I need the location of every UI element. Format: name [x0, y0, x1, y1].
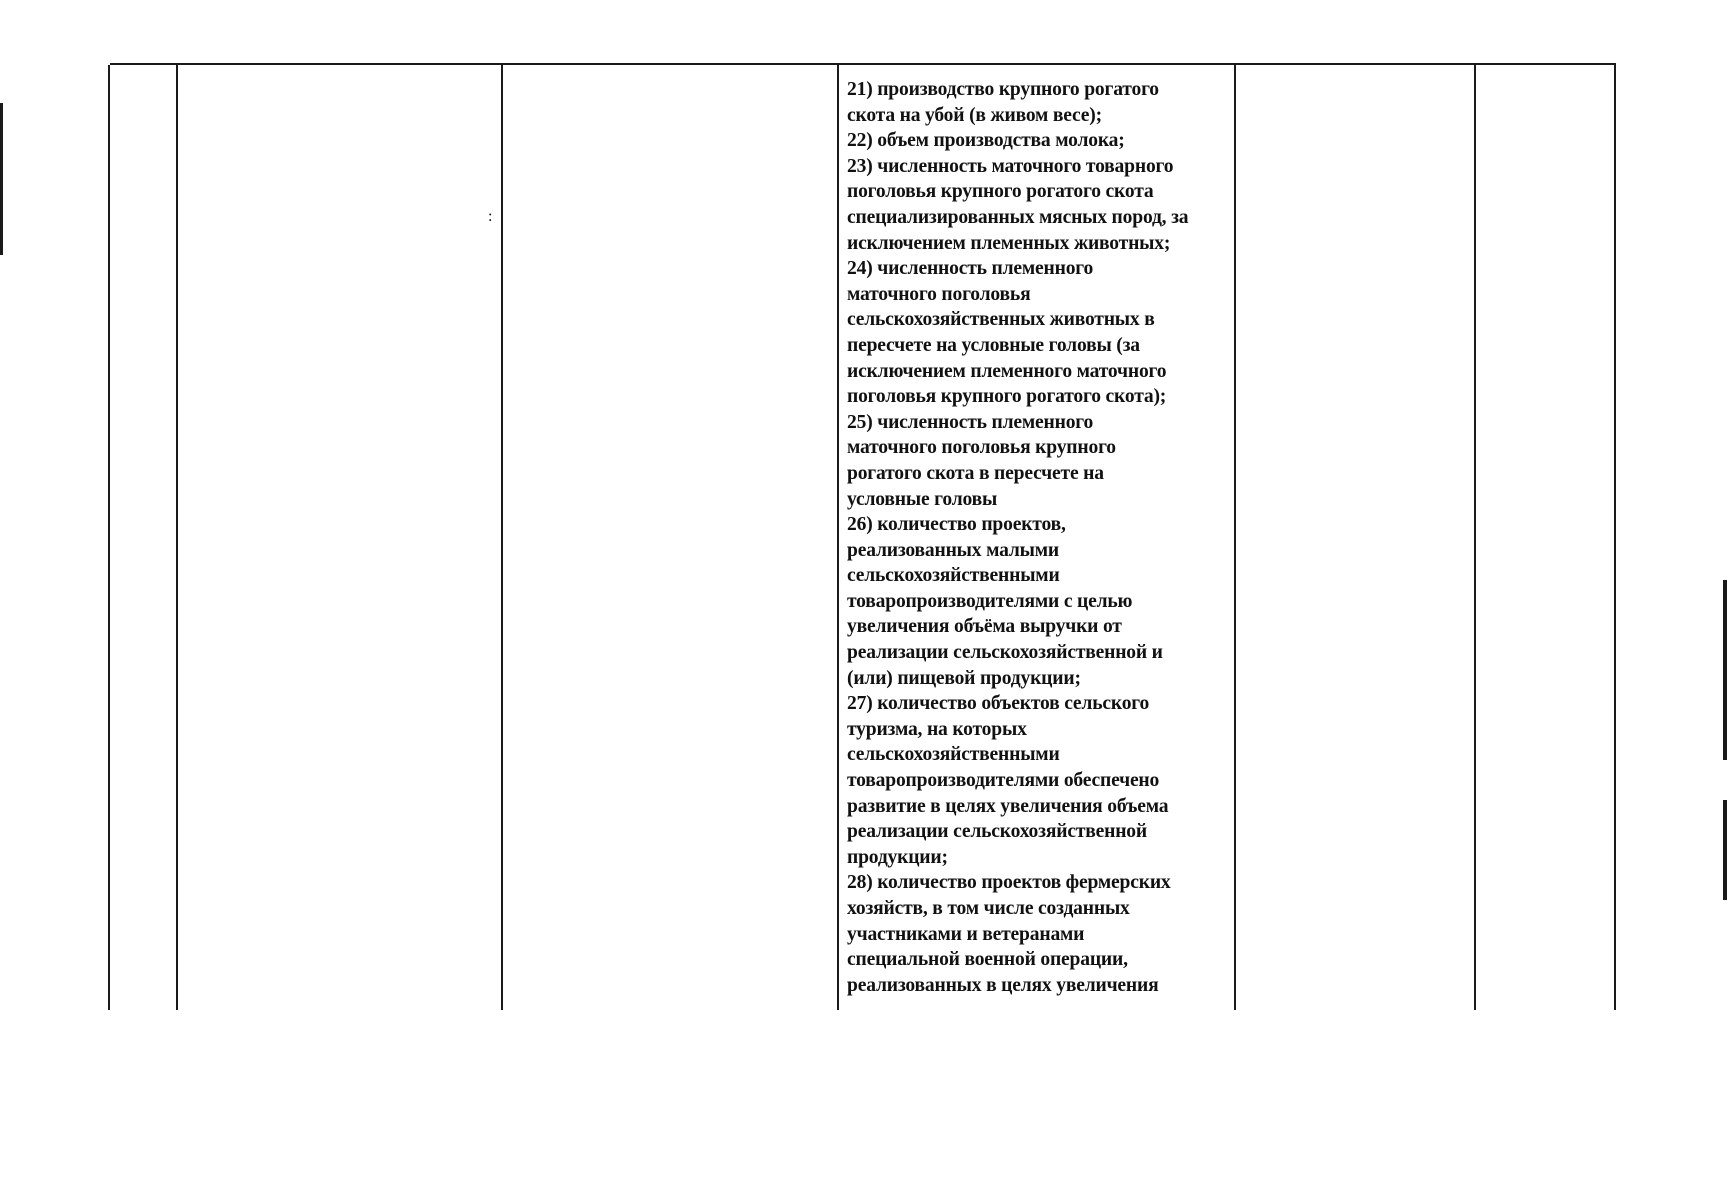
indicator-line: реализованных малыми — [847, 539, 1059, 561]
column-divider — [1234, 65, 1236, 1010]
scan-edge-mark — [1723, 580, 1727, 760]
indicator-line: реализации сельскохозяйственной и — [847, 642, 1163, 664]
column-divider — [176, 65, 178, 1010]
indicator-line: 23) численность маточного товарного — [847, 155, 1174, 177]
indicators-cell — [847, 77, 1233, 998]
indicator-line: товаропроизводителями обеспечено — [847, 770, 1160, 792]
indicator-line: маточного поголовья крупного — [847, 437, 1116, 459]
indicator-line: 27) количество объектов сельского — [847, 693, 1150, 715]
indicator-line: 25) численность племенного — [847, 411, 1094, 433]
indicator-line: исключением племенного маточного — [847, 360, 1167, 382]
column-divider — [837, 65, 839, 1010]
table-border-right — [1614, 65, 1616, 1010]
indicator-line: скота на убой (в живом весе); — [847, 104, 1102, 126]
indicators-table — [110, 63, 1616, 1010]
indicator-line: товаропроизводителями с целью — [847, 590, 1133, 612]
indicator-line: (или) пищевой продукции; — [847, 667, 1081, 689]
indicator-line: поголовья крупного рогатого скота); — [847, 386, 1167, 408]
indicator-line: поголовья крупного рогатого скота — [847, 181, 1154, 203]
indicator-line: сельскохозяйственных животных в — [847, 309, 1155, 331]
indicator-line: условные головы — [847, 488, 998, 510]
indicator-line: сельскохозяйственными — [847, 744, 1060, 766]
indicator-line: 22) объем производства молока; — [847, 130, 1125, 152]
indicator-line: туризма, на которых — [847, 718, 1027, 740]
indicator-line: развитие в целях увеличения объема — [847, 795, 1169, 817]
indicator-line: хозяйств, в том числе созданных — [847, 898, 1130, 919]
indicator-line: специальной военной операции, — [847, 949, 1128, 971]
indicator-line: сельскохозяйственными — [847, 565, 1060, 587]
indicator-line: продукции; — [847, 846, 948, 868]
indicator-line: увеличения объёма выручки от — [847, 616, 1122, 638]
column-divider — [1474, 65, 1476, 1010]
indicator-line: 24) численность племенного — [847, 258, 1094, 280]
indicator-line: специализированных мясных пород, за — [847, 206, 1189, 228]
column-divider — [501, 65, 503, 1010]
indicator-line: реализации сельскохозяйственной — [847, 821, 1147, 843]
indicator-line: исключением племенных животных; — [847, 232, 1171, 254]
indicator-line: 26) количество проектов, — [847, 514, 1066, 536]
indicator-line: рогатого скота в пересчете на — [847, 462, 1104, 484]
stray-mark: : — [488, 208, 493, 225]
indicator-line: 28) количество проектов фермерских — [847, 872, 1171, 894]
scan-edge-mark — [1723, 800, 1727, 900]
indicator-line: 21) производство крупного рогатого — [847, 79, 1159, 100]
table-border-left — [108, 65, 110, 1010]
indicator-line: участниками и ветеранами — [847, 923, 1085, 945]
scan-edge-mark — [0, 103, 3, 255]
indicator-line: пересчете на условные головы (за — [847, 334, 1140, 356]
indicator-line: реализованных в целях увеличения — [847, 974, 1159, 996]
indicator-line: маточного поголовья — [847, 283, 1031, 305]
